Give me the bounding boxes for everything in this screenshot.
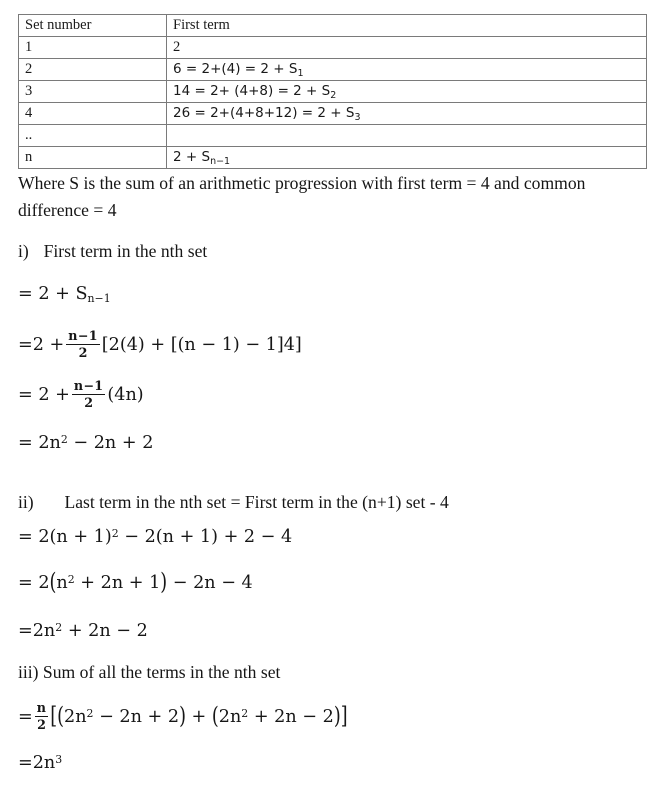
equation-1-lead: = 2 +: [18, 284, 70, 304]
equation-5-exponent: 2: [111, 527, 119, 541]
cell-set-number: ..: [19, 125, 167, 147]
equation-6-part-d: − 2n − 4: [167, 573, 253, 593]
equation-8-group2-exponent: 2: [241, 706, 249, 720]
sets-table-container: [18, 14, 646, 169]
equation-3: [18, 380, 144, 410]
equation-9: [18, 754, 62, 773]
equation-6-part-b: n: [56, 573, 68, 593]
equation-2: [18, 330, 302, 360]
sets-table: [18, 14, 647, 169]
item-i-text: First term in the nth set: [43, 241, 208, 261]
table-row: [19, 59, 647, 81]
equation-8-group2-part-b: + 2n − 2: [248, 706, 334, 727]
cell-first-term: [167, 103, 647, 125]
equation-1: [18, 285, 111, 304]
equation-8-group2-close-paren: ): [333, 702, 341, 730]
cell-first-term: [167, 81, 647, 103]
cell-first-term-subscript: 1: [297, 67, 304, 79]
equation-6-part-a: = 2: [18, 573, 50, 593]
equation-8-group1-close-paren: ): [179, 702, 186, 730]
equation-8-group2-open-paren: (: [211, 702, 219, 730]
fraction-n-over-2: [35, 701, 49, 731]
cell-first-term: [167, 147, 647, 169]
equation-4-part-b: − 2n + 2: [67, 433, 154, 453]
equation-8-group1-part-a: 2n: [64, 706, 87, 727]
column-header-set-number: Set number: [19, 15, 167, 37]
table-row: [19, 147, 647, 169]
item-i-heading: [18, 243, 207, 261]
equation-5: [18, 528, 292, 547]
table-row: [19, 125, 647, 147]
item-ii-label: ii): [18, 492, 34, 512]
equation-9-part-a: =2n: [18, 753, 56, 773]
cell-first-term-subscript: 3: [354, 111, 361, 123]
cell-set-number: 3: [19, 81, 167, 103]
where-note-paragraph: Where S is the sum of an arithmetic progression with first term = 4 and common difference = 4: [18, 173, 586, 220]
fraction-denominator: 2: [84, 394, 94, 410]
fraction-denominator: 2: [78, 344, 88, 360]
item-i-label: i): [18, 241, 29, 261]
equation-8-close-bracket: ]: [340, 702, 348, 730]
item-ii-text: Last term in the nth set = First term in the (n+1) set - 4: [64, 492, 449, 512]
equation-4: [18, 434, 153, 453]
equation-9-exponent: 3: [55, 753, 63, 767]
equation-3-tail: (4n): [107, 384, 144, 405]
equation-6-exponent: 2: [67, 573, 75, 587]
fraction-denominator: 2: [37, 716, 46, 732]
fraction-n-minus-1-over-2: [72, 379, 106, 409]
equation-8-lead: =: [18, 706, 33, 727]
equation-5-part-b: − 2(n + 1) + 2 − 4: [118, 527, 293, 547]
equation-7-exponent: 2: [55, 621, 63, 635]
cell-set-number: 2: [19, 59, 167, 81]
cell-first-term: [167, 125, 647, 147]
equation-7-part-b: + 2n − 2: [62, 621, 148, 641]
cell-first-term-main: 26 = 2+(4+8+12) = 2 + S: [173, 104, 355, 121]
cell-set-number: n: [19, 147, 167, 169]
cell-first-term-main: 6 = 2+(4) = 2 + S: [173, 60, 298, 77]
equation-8-group1-open-paren: (: [57, 702, 65, 730]
equation-3-lead: = 2 +: [18, 384, 70, 405]
table-row: [19, 103, 647, 125]
equation-7-part-a: =2n: [18, 621, 56, 641]
equation-6-open-paren: (: [49, 569, 57, 597]
equation-4-exponent: 2: [60, 433, 68, 447]
cell-set-number: 4: [19, 103, 167, 125]
cell-first-term-subscript: 2: [330, 89, 337, 101]
equation-8-group1-part-b: − 2n + 2: [93, 706, 180, 727]
equation-1-symbol: S: [75, 284, 88, 304]
cell-first-term-main: 14 = 2+ (4+8) = 2 + S: [173, 82, 331, 99]
equation-8-open-bracket: [: [50, 702, 58, 730]
cell-first-term: 2: [167, 37, 647, 59]
equation-4-part-a: = 2n: [18, 433, 61, 453]
equation-8: [18, 702, 348, 732]
cell-first-term-main: 2 + S: [173, 148, 211, 165]
fraction-numerator: n−1: [73, 378, 104, 394]
equation-6: [18, 569, 253, 597]
equation-2-tail: [2(4) + [(n − 1) − 1]4]: [101, 334, 302, 355]
equation-8-plus: +: [185, 706, 212, 727]
equation-7: [18, 622, 148, 641]
cell-first-term-subscript: n−1: [210, 155, 231, 167]
column-header-first-term: First term: [167, 15, 647, 37]
equation-5-part-a: = 2(n + 1): [18, 527, 112, 547]
equation-6-close-paren: ): [160, 569, 168, 597]
fraction-numerator: n: [36, 700, 47, 716]
equation-8-group2-part-a: 2n: [218, 706, 242, 727]
item-iii-heading: iii) Sum of all the terms in the nth set: [18, 662, 281, 682]
equation-2-lead: =2 +: [18, 334, 65, 355]
fraction-numerator: n−1: [68, 328, 98, 344]
equation-8-group1-exponent: 2: [86, 706, 94, 720]
table-row: [19, 37, 647, 59]
table-header-row: [19, 15, 647, 37]
fraction-n-minus-1-over-2: [66, 329, 100, 359]
equation-6-part-c: + 2n + 1: [74, 573, 161, 593]
cell-first-term: [167, 59, 647, 81]
item-ii-heading: [18, 494, 449, 512]
table-row: [19, 81, 647, 103]
equation-1-subscript: n−1: [87, 291, 111, 305]
cell-set-number: 1: [19, 37, 167, 59]
